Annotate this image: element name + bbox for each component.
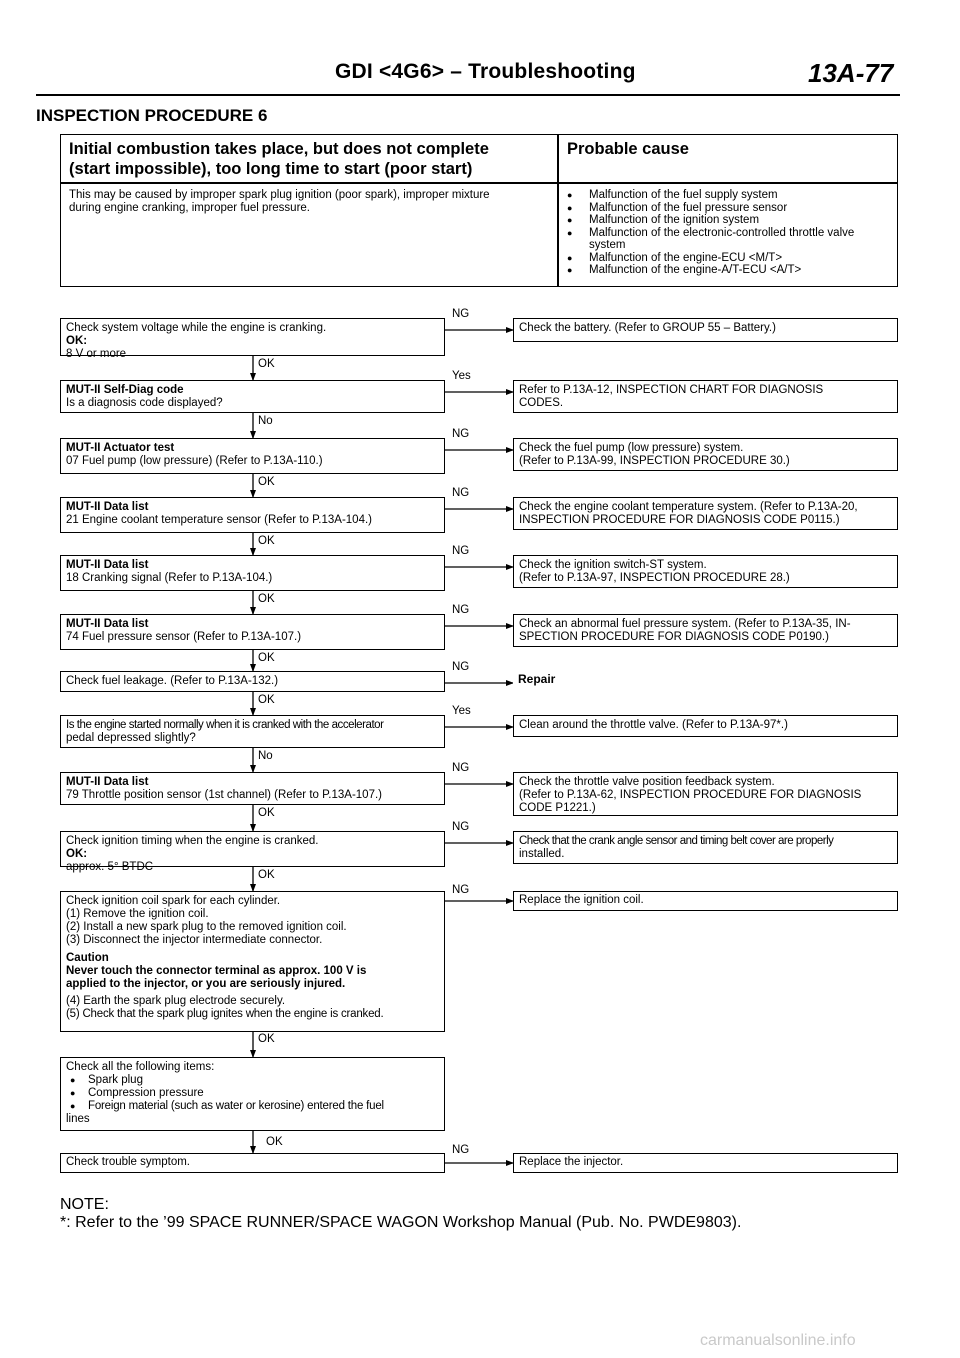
step-5-detail: 18 Cranking signal (Refer to P.13A-104.) xyxy=(66,572,273,584)
step-10-criteria xyxy=(66,848,439,874)
step-10-title: Check ignition timing when the engine is cranked. xyxy=(66,835,319,847)
result-9-text-2: (Refer to P.13A-62, INSPECTION PROCEDURE FOR DIAGNOSIS xyxy=(519,789,862,801)
step-box-8 xyxy=(60,715,445,748)
check-all-item: ● Spark plug xyxy=(66,1074,439,1087)
step-box-10 xyxy=(60,831,445,873)
down-label-4: OK xyxy=(258,535,275,547)
down-label-10: OK xyxy=(258,869,275,881)
coil-step-l5: (4) Earth the spark plug electrode securely. xyxy=(66,995,286,1007)
coil-step-l3: (2) Install a new spark plug to the removed ignition coil. xyxy=(66,921,347,933)
criteria-label: OK: xyxy=(66,335,88,347)
result-box-9 xyxy=(513,772,898,816)
step-box-5 xyxy=(60,555,445,591)
branch-label-9: NG xyxy=(452,762,470,774)
coil-step-l6: (5) Check that the spark plug ignites when the engine is cranked. xyxy=(66,1008,384,1020)
step-4-title: MUT-II Data list xyxy=(66,501,149,513)
probable-cause-list: ● Malfunction of the fuel supply system ● Malfunction of the fuel pressure sensor ● Malfunction of the ignition system ● Malfunction of the electronic-controlled throttle valve system ● Malfunction of the engine-ECU <M/T> ● Malfunction of the engine-A/T-ECU <A/T> xyxy=(563,189,893,277)
result-box-6 xyxy=(513,614,898,647)
branch-label-3: NG xyxy=(452,428,470,440)
result-8-text: Clean around the throttle valve. (Refer to P.13A-97*.) xyxy=(519,719,788,731)
symptom-description: This may be caused by improper spark plug ignition (poor spark), improper mixture during engine cranking, improper fuel pressure. xyxy=(69,189,490,214)
down-label-6: OK xyxy=(258,652,275,664)
branch-label-1: NG xyxy=(452,308,470,320)
coil-step-l1: Check ignition coil spark for each cylinder. xyxy=(66,895,281,907)
caution-title: Caution xyxy=(66,952,109,964)
result-10-text: Check that the crank angle sensor and timing belt cover are properly xyxy=(519,835,834,847)
coil-step-l4: (3) Disconnect the injector intermediate connector. xyxy=(66,934,323,946)
watermark: carmanualsonline.info xyxy=(700,1332,856,1349)
result-box-4 xyxy=(513,497,898,530)
final-step-text: Check trouble symptom. xyxy=(66,1156,190,1168)
result-4-text-2: INSPECTION PROCEDURE FOR DIAGNOSIS CODE P0115.) xyxy=(519,514,840,526)
step-1-title: Check system voltage while the engine is cranking. xyxy=(66,322,327,334)
result-3-text-2: (Refer to P.13A-99, INSPECTION PROCEDURE 30.) xyxy=(519,455,790,467)
step-6-title: MUT-II Data list xyxy=(66,618,149,630)
symptom-heading: Initial combustion takes place, but does not complete (start impossible), too long time to start (poor start) xyxy=(69,140,489,178)
note-text: *: Refer to the ’99 SPACE RUNNER/SPACE WAGON Workshop Manual (Pub. No. PWDE9803). xyxy=(60,1214,742,1231)
check-all-down-label: OK xyxy=(266,1136,283,1148)
step-3-title: MUT-II Actuator test xyxy=(66,442,175,454)
result-4-text: Check the engine coolant temperature system. (Refer to P.13A-20, xyxy=(519,501,858,513)
step-2-detail: Is a diagnosis code displayed? xyxy=(66,397,223,409)
step-6-detail: 74 Fuel pressure sensor (Refer to P.13A-107.) xyxy=(66,631,302,643)
branch-label-7: NG xyxy=(452,661,470,673)
down-label-8: No xyxy=(258,750,273,762)
result-6-text-2: SPECTION PROCEDURE FOR DIAGNOSIS CODE P0190.) xyxy=(519,631,829,643)
down-label-9: OK xyxy=(258,807,275,819)
down-label-7: OK xyxy=(258,694,275,706)
result-2-text: Refer to P.13A-12, INSPECTION CHART FOR DIAGNOSIS xyxy=(519,384,824,396)
procedure-title: INSPECTION PROCEDURE 6 xyxy=(36,106,268,125)
step-4-detail: 21 Engine coolant temperature sensor (Refer to P.13A-104.) xyxy=(66,514,372,526)
result-box-2 xyxy=(513,380,898,413)
check-all-item: ● Compression pressure xyxy=(66,1087,439,1100)
result-1-text: Check the battery. (Refer to GROUP 55 – Battery.) xyxy=(519,322,776,334)
check-all-item: ● Foreign material (such as water or kerosine) entered the fuel xyxy=(66,1100,439,1113)
final-branch-label: NG xyxy=(452,1144,470,1156)
step-9-detail: 79 Throttle position sensor (1st channel) (Refer to P.13A-107.) xyxy=(66,789,382,801)
branch-label-5: NG xyxy=(452,545,470,557)
branch-label-6: NG xyxy=(452,604,470,616)
replace-injector-text: Replace the injector. xyxy=(519,1156,624,1168)
page-number: 13A-77 xyxy=(808,58,894,88)
result-5-text-2: (Refer to P.13A-97, INSPECTION PROCEDURE 28.) xyxy=(519,572,790,584)
check-all-title: Check all the following items: xyxy=(66,1061,215,1073)
result-box-1 xyxy=(513,318,898,342)
down-label-5: OK xyxy=(258,593,275,605)
step-7-title: Check fuel leakage. (Refer to P.13A-132.) xyxy=(66,675,279,687)
replace-coil-box xyxy=(513,891,898,911)
step-8-detail: pedal depressed slightly? xyxy=(66,732,196,744)
result-9-text-3: CODE P1221.) xyxy=(519,802,596,814)
result-3-text: Check the fuel pump (low pressure) system. xyxy=(519,442,744,454)
step-box-1 xyxy=(60,318,445,360)
result-6-text: Check an abnormal fuel pressure system. (Refer to P.13A-35, IN- xyxy=(519,618,851,630)
result-box-7 xyxy=(513,671,898,691)
check-all-last: lines xyxy=(66,1113,90,1125)
step-box-4 xyxy=(60,497,445,533)
header-title: GDI <4G6> – Troubleshooting xyxy=(335,60,636,83)
result-box-8 xyxy=(513,715,898,737)
result-box-3 xyxy=(513,438,898,471)
branch-label-10: NG xyxy=(452,821,470,833)
step-box-9 xyxy=(60,772,445,805)
step-5-title: MUT-II Data list xyxy=(66,559,149,571)
caution-text-1: Never touch the connector terminal as approx. 100 V is xyxy=(66,965,367,977)
branch-label-4: NG xyxy=(452,487,470,499)
note-label: NOTE: xyxy=(60,1196,109,1213)
step-box-2 xyxy=(60,380,445,413)
check-all-list xyxy=(66,1074,439,1113)
coil-step-l2: (1) Remove the ignition coil. xyxy=(66,908,209,920)
step-box-6 xyxy=(60,614,445,650)
result-7-text: Repair xyxy=(518,672,556,686)
criteria-label: OK: xyxy=(66,848,88,860)
step-box-3 xyxy=(60,438,445,474)
check-all-items-box xyxy=(60,1057,445,1131)
result-box-5 xyxy=(513,555,898,588)
caution-text-2: applied to the injector, or you are seriously injured. xyxy=(66,978,346,990)
criteria-value: 8 V or more xyxy=(66,348,127,360)
result-9-text: Check the throttle valve position feedback system. xyxy=(519,776,775,788)
step-8-title: Is the engine started normally when it is cranked with the accelerator xyxy=(66,719,384,731)
down-label-2: No xyxy=(258,415,273,427)
branch-label-8: Yes xyxy=(452,705,471,717)
step-1-criteria xyxy=(66,335,439,361)
down-label-3: OK xyxy=(258,476,275,488)
coil-branch-label: NG xyxy=(452,884,470,896)
step-2-title: MUT-II Self-Diag code xyxy=(66,384,184,396)
branch-label-2: Yes xyxy=(452,370,471,382)
replace-injector-box xyxy=(513,1153,898,1173)
step-box-7 xyxy=(60,671,445,692)
result-5-text: Check the ignition switch-ST system. xyxy=(519,559,707,571)
down-label-1: OK xyxy=(258,358,275,370)
probable-cause-heading: Probable cause xyxy=(567,140,689,158)
result-box-10 xyxy=(513,831,898,864)
check-trouble-symptom-box xyxy=(60,1153,445,1173)
criteria-value: approx. 5° BTDC xyxy=(66,861,154,873)
replace-coil-text: Replace the ignition coil. xyxy=(519,894,644,906)
result-10-text-2: installed. xyxy=(519,848,565,860)
result-2-text-2: CODES. xyxy=(519,397,564,409)
coil-down-label: OK xyxy=(258,1033,275,1045)
step-3-detail: 07 Fuel pump (low pressure) (Refer to P.13A-110.) xyxy=(66,455,323,467)
step-9-title: MUT-II Data list xyxy=(66,776,149,788)
ignition-coil-step-box xyxy=(60,891,445,1032)
